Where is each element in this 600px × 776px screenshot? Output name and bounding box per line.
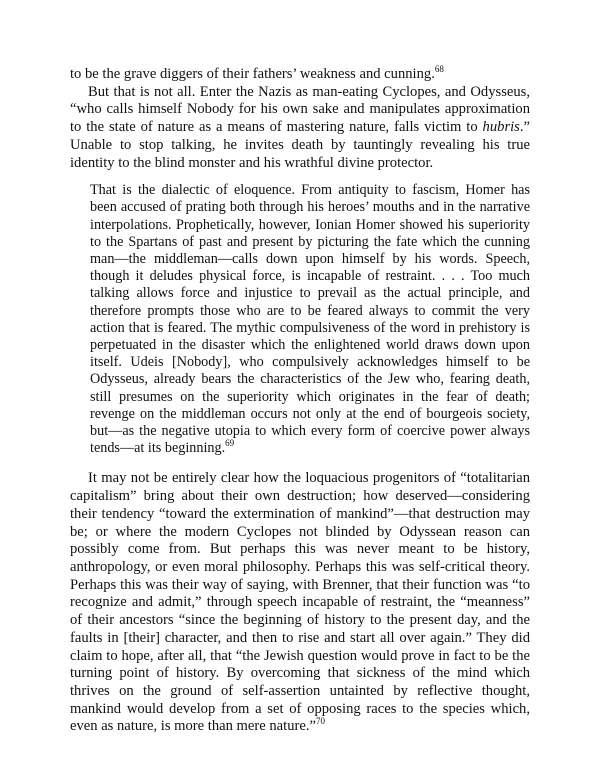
paragraph-text: .” Unable to stop talking, he invites death by tauntingly revealing his true identity to the blind monster and his wrathful divine protector. [70, 119, 530, 171]
footnote-ref-70[interactable]: 70 [315, 716, 325, 727]
page-body [70, 66, 530, 736]
paragraph-cyclopes [70, 84, 530, 173]
footnote-ref-68[interactable]: 68 [434, 64, 444, 74]
paragraph-text: It may not be entirely clear how the loquacious progenitors of “totalitarian capitalism” bring about their own destruction; how deserved—considering their tendency “toward the extermination of mankind”—that destruction may be; or where the modern Cyclopes not blinded by Odyssean reason can possibly come from. But perhaps this was never meant to be history, anthropology, or even moral philosophy. Perhaps this was self-critical theory. Perhaps this was their way of saying, with Brenner, that their function was “to recognize and admit,” through speech incapable of restraint, the “meanness” of their ancestors “since the beginning of history to the present day, and the faults in [their] character, and then to rise and start all over again.” They did claim to hope, after all, that “the Jewish question would prove in fact to be the turning point of history. By overcoming that sickness of the mind which thrives on the ground of self-assertion untainted by reflective thought, mankind would develop from a set of opposing races to the species which, even as nature, is more than mere nature.” [70, 470, 530, 735]
paragraph-text: But that is not all. Enter the Nazis as man-eating Cyclopes, and Odysseus, “who calls himself Nobody for his own sake and manipulates approximation to the state of nature as a means of mastering nature, falls victim to [70, 83, 530, 136]
quote-text: That is the dialectic of eloquence. From antiquity to fascism, Homer has been accused of prating both through his heroes’ mouths and in the narrative interpolations. Prophetically, however, Ionian Homer showed his superiority to the Spartans of past and present by picturing the fate which the cunning man—the middleman—calls down upon himself by his words. Speech, though it deludes physical force, is incapable of restraint. . . . Too much talking allows force and injustice to prevail as the actual principle, and therefore prompts those who are to be feared always to commit the very action that is feared. The mythic compulsiveness of the word in prehistory is perpetuated in the disaster which the enlightened world draws down upon itself. Udeis [Nobody], who compulsively acknowledges himself to be Odysseus, already bears the characteristics of the Jew who, fearing death, still presumes on the superiority which originates in the fear of death; revenge on the middleman occurs not only at the end of bourgeois society, but—as the negative utopia to which every form of coercive power always tends—at its beginning. [90, 182, 530, 457]
italic-term: hubris [482, 119, 520, 136]
paragraph-text: to be the grave diggers of their fathers’ weakness and cunning. [70, 66, 435, 82]
paragraph-continuation [70, 66, 530, 84]
block-quote [90, 182, 530, 457]
footnote-ref-69[interactable]: 69 [225, 438, 235, 449]
paragraph-analysis [70, 470, 530, 736]
